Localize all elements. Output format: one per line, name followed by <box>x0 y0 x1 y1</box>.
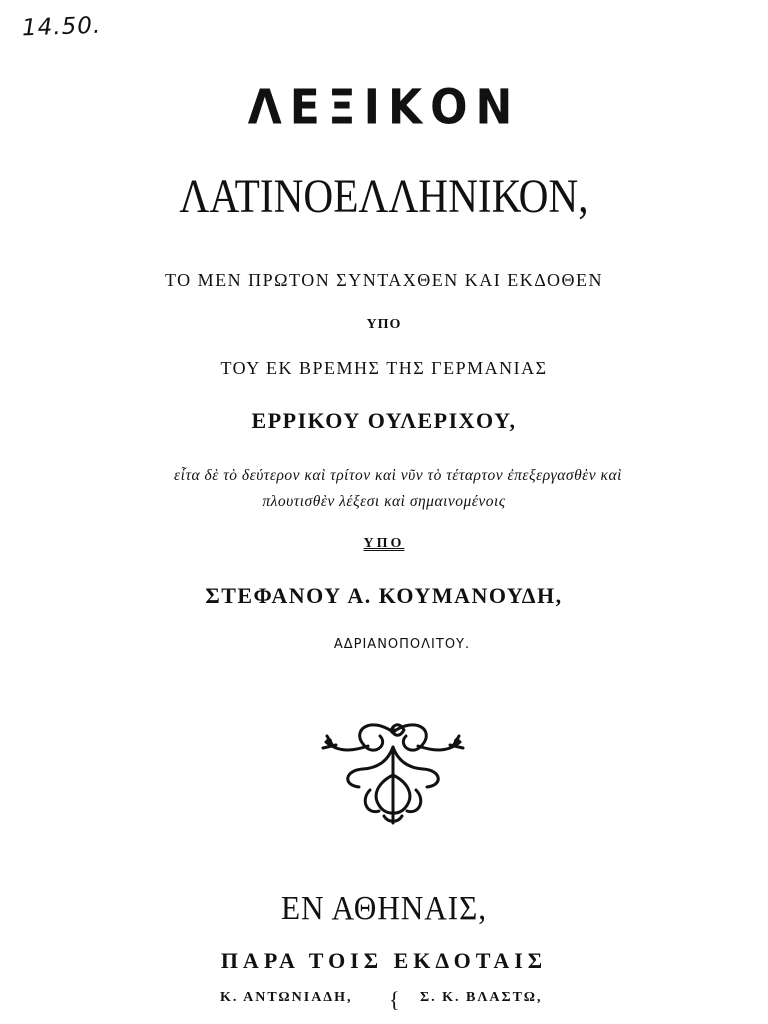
revision-line-2: πλουτισθὲν λέξεσι καὶ σημαινομένοις <box>262 493 506 510</box>
publisher-name: Κ. ΑΝΤΩΝΙΑΔΗ, <box>220 990 353 1005</box>
compiled-line: ΤΟ ΜΕΝ ΠΡΩΤΟΝ ΣΥΝΤΑΧΘΕΝ ΚΑΙ ΕΚΔΟΘΕΝ <box>165 270 603 290</box>
publishers-intro: ΠΑΡΑ ΤΟΙΣ ΕΚΔΟΤΑΙΣ <box>220 948 548 973</box>
by-line-2: ΥΠΟ <box>363 536 405 551</box>
revision-line-1: εἶτα δὲ τὸ δεύτερον καὶ τρίτον καὶ νῦν τὸ τέταρτον ἐπεξεργασθὲν καὶ <box>174 467 622 484</box>
publisher-name: Σ. Κ. ΒΛΑΣΤΩ, <box>420 990 543 1005</box>
editor-name: ΣΤΕΦΑΝΟΥ Α. ΚΟΥΜΑΝΟΥΔΗ, <box>205 583 563 608</box>
editor-origin: ΑΔΡΙΑΝΟΠΟΛΙΤΟΥ. <box>333 637 471 652</box>
origin-author-line: ΤΟΥ ΕΚ ΒΡΕΜΗΣ ΤΗΣ ΓΕΡΜΑΝΙΑΣ <box>220 358 548 378</box>
publication-place: ΕΝ ΑΘΗΝΑΙΣ, <box>280 890 488 927</box>
publishers-line <box>0 987 768 1024</box>
book-title: ΛΕΞΙΚΟΝ <box>247 79 521 136</box>
book-subtitle: ΛΑΤΙΝΟΕΛΛΗΝΙΚΟΝ, <box>179 170 589 223</box>
author-name: ΕΡΡΙΚΟΥ ΟΥΛΕΡΙΧΟΥ, <box>251 408 517 433</box>
handwritten-price-note: 14.50. <box>21 12 102 42</box>
curly-brace-icon: { <box>389 987 402 1012</box>
floral-scroll-ornament-icon <box>318 712 468 832</box>
by-line-1: ΥΠΟ <box>366 317 402 332</box>
